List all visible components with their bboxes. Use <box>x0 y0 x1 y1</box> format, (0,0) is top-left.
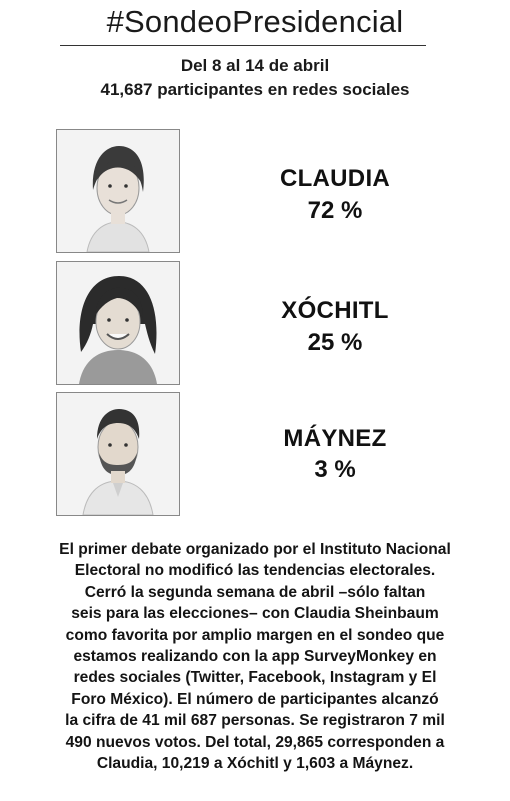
date-range: Del 8 al 14 de abril <box>180 56 330 75</box>
candidate-name: MÁYNEZ <box>283 425 387 452</box>
article-line: seis para las elecciones– con Claudia Sheinbaum <box>71 605 439 623</box>
article-line: como favorita por amplio margen en el sondeo que <box>65 626 445 644</box>
article-line: Foro México). El número de participantes alcanzó <box>71 690 439 708</box>
portrait-icon <box>57 262 179 384</box>
candidate-photo-maynez <box>56 392 180 516</box>
article-line: Claudia, 10,219 a Xóchitl y 1,603 a Máynez. <box>96 755 414 773</box>
article-line: redes sociales (Twitter, Facebook, Instagram y El <box>73 669 437 687</box>
article-paragraph <box>8 539 502 774</box>
candidate-name: XÓCHITL <box>281 297 389 324</box>
article-line: Electoral no modificó las tendencias electorales. <box>74 562 436 580</box>
article-line: estamos realizando con la app SurveyMonkey en <box>73 648 437 666</box>
candidate-row-claudia <box>0 129 510 255</box>
article-line: Cerró la segunda semana de abril –sólo faltan <box>84 583 426 601</box>
participants-count: 41,687 participantes en redes sociales <box>100 80 410 99</box>
candidate-percent: 25 % <box>307 329 363 356</box>
portrait-icon <box>57 393 179 515</box>
candidate-row-xochitl <box>0 261 510 387</box>
candidate-row-maynez <box>0 392 510 518</box>
candidate-photo-claudia <box>56 129 180 253</box>
article-line: El primer debate organizado por el Instituto Nacional <box>59 541 451 558</box>
article-line: 490 nuevos votos. Del total, 29,865 corresponden a <box>65 733 445 751</box>
candidate-photo-xochitl <box>56 261 180 385</box>
candidate-name: CLAUDIA <box>279 165 391 192</box>
article-line: la cifra de 41 mil 687 personas. Se registraron 7 mil <box>65 712 445 730</box>
title-rule <box>60 45 426 46</box>
portrait-icon <box>57 130 179 252</box>
candidate-percent: 3 % <box>314 456 356 483</box>
candidate-percent: 72 % <box>307 197 363 224</box>
poll-title: #SondeoPresidencial <box>106 4 404 39</box>
